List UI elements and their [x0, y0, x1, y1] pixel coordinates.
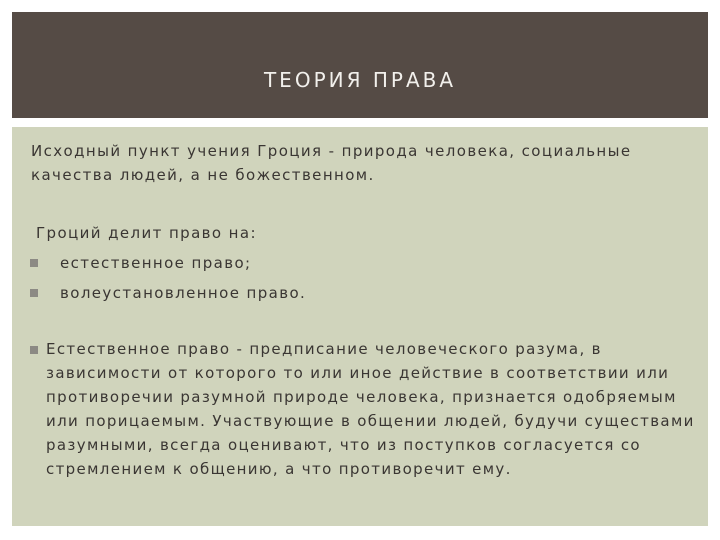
square-bullet-icon — [30, 289, 38, 297]
division-lead: Гроций делит право на: — [36, 224, 257, 242]
intro-paragraph: Исходный пункт учения Гроция - природа человека, социальные качества людей, а не божественном. — [31, 142, 632, 184]
list-item-text: естественное право; — [60, 254, 252, 272]
page-title: ТЕОРИЯ ПРАВА — [263, 68, 457, 92]
square-bullet-icon — [30, 259, 38, 267]
list-item-text: волеустановленное право. — [60, 284, 307, 302]
square-bullet-icon — [30, 346, 38, 354]
natural-law-text: Естественное право - предписание человеческого разума, в зависимости от которого то или иное действие в соответствии или противоречии разумной природе человека, признается одобряемым или порицаемым. Участвующие в общении людей, будучи существами разумными, всегда оценивают, что из поступков согласуется со стремлением к общению, а что противоречит ему. — [46, 340, 695, 478]
title-bar — [12, 12, 708, 118]
content-panel — [12, 127, 708, 526]
